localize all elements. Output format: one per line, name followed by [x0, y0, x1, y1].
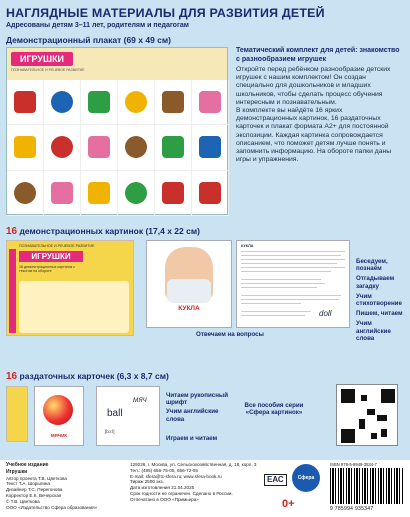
poster-image — [6, 47, 228, 215]
isbn: ISBN 978-5-9949-3534-7 — [330, 462, 377, 467]
footer-address — [130, 462, 320, 503]
demo-cards-section-label — [6, 226, 200, 237]
folder-description: 16 демонстрационных картинок с текстом на обороте — [19, 265, 75, 273]
series-label: Все пособия серии «Сфера картинок» — [244, 402, 304, 417]
activity-label: Беседуем, познаём — [356, 258, 388, 273]
demo-cards-label: демонстрационных картинок (17,4 х 22 см) — [19, 226, 200, 236]
address-line: Отпечатано в ООО «Примьера» — [130, 496, 199, 502]
hand-card-word: МЯЧИК — [50, 433, 68, 438]
eac-mark: ЕАС — [264, 474, 287, 486]
description-paragraph-2: В комплекте вы найдёте 16 ярких демонстрационных картинок, 16 раздаточных карточек и плакат формата А2+ для постоянной экспозиции. Каждая картинка сопровождается описанием, что поможет детям лучше понять и запомнить информацию. На обороте папки даны игры и упражнения. — [236, 107, 392, 164]
publisher-logo: Сфера — [292, 464, 320, 492]
credit-line: © Т.В. Цветкова — [6, 498, 40, 504]
activity-label: Играем и читаем — [166, 434, 218, 442]
address-line: 129226, г. Москва, ул. Сельскохозяйственная, д. 18, корп. 3 — [130, 462, 257, 467]
description-heading: Тематический комплект для детей: знакомство с разнообразием игрушек — [236, 47, 400, 63]
qr-code — [336, 384, 398, 446]
activity-label: Отгадываем загадку — [356, 275, 395, 290]
folder-title: ИГРУШКИ — [19, 251, 83, 262]
credit-line: Корректор Е.К. Вечерская — [6, 492, 62, 498]
demo-card-front — [146, 240, 232, 328]
product-name: Игрушки — [6, 468, 28, 475]
qa-label: Отвечаем на вопросы — [196, 331, 264, 338]
barcode-number: 9 785994 935347 — [330, 506, 374, 512]
credit-line: Автор проекта Т.В. Цветкова — [6, 475, 67, 481]
demo-card-word: КУКЛА — [178, 305, 200, 312]
activity-label: Читаем рукописный шрифт — [166, 392, 229, 407]
ball-image — [43, 395, 73, 425]
handwritten-word: мяч — [133, 395, 147, 404]
footer-credits — [6, 462, 126, 510]
folder-toys-image — [19, 281, 129, 333]
description-paragraph-1: Откройте перед ребёнком разнообразие детских игрушек с нашим комплектом! Он создан специально для дошкольников и младших школьников, чтобы сделать процесс обучения интересным и познавательным. — [236, 66, 391, 106]
demo-folder — [6, 240, 134, 336]
credit-line: Дизайнер Т.С. Перегонова — [6, 487, 63, 493]
edition-type: Учебное издание — [6, 462, 49, 468]
address-line: Тираж 2500 экз. — [130, 479, 164, 485]
credit-line: Текст Т.А. Шорыгина — [6, 481, 50, 487]
description — [236, 47, 404, 164]
hand-cards-box — [6, 386, 28, 442]
activity-label: Пишем, читаем — [356, 310, 403, 318]
activity-label: Учим стихотворение — [356, 292, 402, 308]
demo-card-back-title: КУКЛА — [241, 244, 254, 248]
demo-card-activities — [356, 258, 408, 345]
demo-cards-count: 16 — [6, 226, 18, 237]
folder-label: ПОЗНАВАТЕЛЬНОЕ И РЕЧЕВОЕ РАЗВИТИЕ — [19, 244, 95, 248]
footer — [0, 460, 410, 517]
address-line: Срок годности не ограничен. Сделано в России. — [130, 490, 233, 496]
demo-card-back — [236, 240, 350, 328]
age-rating: 0+ — [282, 498, 295, 510]
poster-logo-subtitle: ПОЗНАВАТЕЛЬНОЕ И РЕЧЕВОЕ РАЗВИТИЕ — [11, 68, 85, 72]
hand-cards-section-label — [6, 371, 169, 382]
barcode — [330, 468, 404, 504]
hand-card-back — [96, 386, 160, 446]
credit-line: ООО «Издательство Сфера образования» — [6, 504, 98, 510]
activity-label: Учим английские слова — [356, 320, 391, 342]
poster-logo: ИГРУШКИ — [11, 52, 73, 66]
hand-cards-label: раздаточных карточек (6,3 х 8,7 см) — [19, 371, 169, 381]
address-line: Тел.: (495) 656-75-05, 656-72-05 — [130, 467, 198, 473]
transcription: [bɔːl] — [105, 429, 115, 434]
activity-label: Учим английские слова — [166, 408, 219, 423]
hand-cards-count: 16 — [6, 371, 18, 382]
english-word: ball — [107, 408, 123, 419]
poster-grid — [7, 80, 229, 216]
address-line: Дата изготовления 21.04.2025 — [130, 485, 195, 491]
page-subtitle: Адресованы детям 3–11 лет, родителям и педагогам — [6, 22, 189, 29]
demo-card-back-word: doll — [319, 309, 332, 318]
hand-card-activities — [166, 392, 236, 444]
poster-section-label: Демонстрационный плакат (69 х 49 см) — [6, 35, 172, 45]
hand-card-front — [34, 386, 84, 446]
address-line: E-mail: sfera@tc-sfera.ru; www.sfera-book.ru — [130, 473, 222, 479]
page-title: НАГЛЯДНЫЕ МАТЕРИАЛЫ ДЛЯ РАЗВИТИЯ ДЕТЕЙ — [6, 6, 325, 20]
